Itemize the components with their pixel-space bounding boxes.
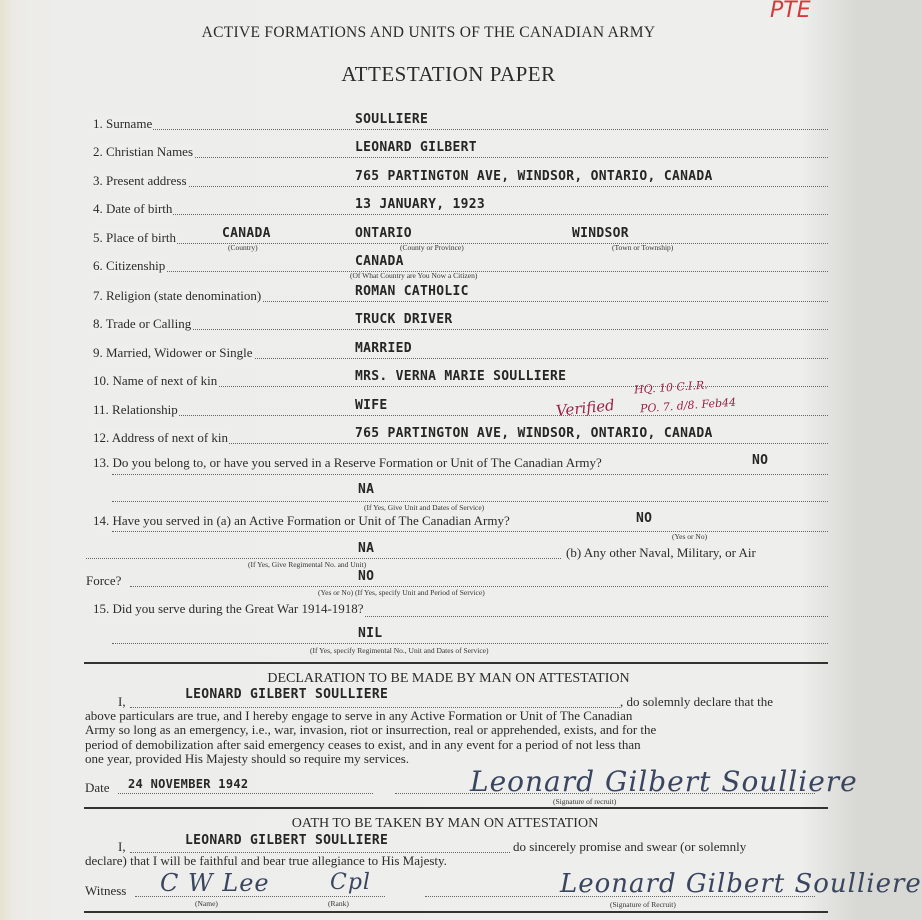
declaration-date: 24 NOVEMBER 1942 [128, 777, 249, 791]
field-label: 4. Date of birth [93, 201, 173, 216]
dotted-leader [112, 186, 828, 187]
declaration-title: DECLARATION TO BE MADE BY MAN ON ATTESTATION [267, 671, 630, 686]
field-label: 8. Trade or Calling [93, 316, 192, 331]
dotted-leader [112, 329, 828, 330]
caption: (Country) [228, 243, 258, 252]
birth-country: CANADA [222, 226, 271, 241]
q15-caption: (If Yes, specify Regimental No., Unit and Dates of Service) [310, 646, 489, 655]
q13-detail: NA [358, 482, 375, 497]
q14-label: 14. Have you served in (a) an Active Formation or Unit of The Canadian Army? [93, 513, 510, 528]
q13-answer: NO [752, 453, 769, 468]
dotted-leader [112, 129, 828, 130]
declaration-line3: Army so long as an emergency, i.e., war, invasion, riot or insurrection, real or apprehended, exists, and for the [85, 722, 657, 737]
q14-force-answer: NO [358, 569, 375, 584]
oath-name: LEONARD GILBERT SOULLIERE [185, 833, 389, 848]
field-value: ROMAN CATHOLIC [355, 284, 469, 299]
field-label: 6. Citizenship [93, 258, 166, 273]
dotted-leader [112, 386, 828, 387]
field-value: WIFE [355, 398, 388, 413]
declaration-name: LEONARD GILBERT SOULLIERE [185, 687, 389, 702]
dotted-leader [112, 214, 828, 215]
signature-caption: (Signature of recruit) [553, 797, 617, 806]
rank-caption: (Rank) [328, 899, 349, 908]
q15-label: 15. Did you serve during the Great War 1914-1918? [93, 601, 364, 616]
oath-signature-caption: (Signature of Recruit) [610, 900, 676, 909]
form-title: ATTESTATION PAPER [341, 62, 556, 86]
field-value: LEONARD GILBERT [355, 140, 477, 155]
field-label: 9. Married, Widower or Single [93, 345, 253, 360]
oath-i: I, [118, 839, 126, 854]
q15-answer: NIL [358, 626, 383, 641]
birth-province: ONTARIO [355, 226, 412, 241]
dotted-leader [112, 243, 828, 244]
field-label: 10. Name of next of kin [93, 373, 218, 388]
q13-label: 13. Do you belong to, or have you served in a Reserve Formation or Unit of The Canadian Army? [93, 455, 602, 470]
field-label: 5. Place of birth [93, 230, 177, 245]
name-caption: (Name) [195, 899, 218, 908]
declaration-line4: period of demobilization after said emergency ceases to exist, and in any event for a period of not less than [85, 737, 641, 752]
oath-line1: do sincerely promise and swear (or solemnly [513, 839, 747, 854]
witness-rank: Cpl [330, 870, 371, 895]
verification-date: PO. 7. d/8. Feb44 [639, 395, 737, 416]
witness-label: Witness [85, 883, 127, 898]
dotted-leader [112, 157, 828, 158]
q14-force-label: Force? [86, 573, 122, 588]
oath-signature: Leonard Gilbert Soulliere [560, 869, 922, 899]
verification-hq: HQ. 10 C.I.R. [633, 378, 709, 397]
caption: (Town or Township) [612, 243, 674, 252]
birth-town: WINDSOR [572, 226, 629, 241]
q13-caption: (If Yes, Give Unit and Dates of Service) [364, 503, 485, 512]
declaration-line2: above particulars are true, and I hereby engage to serve in any Active Formation or Unit of The Canadian [85, 708, 633, 723]
witness-name: C W Lee [160, 869, 270, 897]
field-value: 765 PARTINGTON AVE, WINDSOR, ONTARIO, CANADA [355, 426, 713, 441]
field-value: MRS. VERNA MARIE SOULLIERE [355, 369, 567, 384]
q14-answer: NO [636, 511, 653, 526]
field-label: 3. Present address [93, 173, 187, 188]
field-value: TRUCK DRIVER [355, 312, 453, 327]
caption: (Of What Country are You Now a Citizen) [350, 271, 478, 280]
q14-force-caption: (Yes or No) (If Yes, specify Unit and Period of Service) [318, 588, 485, 597]
q14-detail: NA [358, 541, 375, 556]
field-label: 11. Relationship [93, 402, 178, 417]
recruit-signature: Leonard Gilbert Soulliere [470, 765, 858, 798]
divider [84, 911, 828, 913]
field-label: 2. Christian Names [93, 144, 194, 159]
q14-answer-caption: (Yes or No) [672, 532, 708, 541]
divider [84, 662, 828, 664]
field-value: 13 JANUARY, 1923 [355, 197, 486, 212]
dotted-leader [112, 415, 828, 416]
declaration-i: I, [118, 694, 126, 709]
date-label: Date [85, 780, 110, 795]
form-subtitle: ACTIVE FORMATIONS AND UNITS OF THE CANADIAN ARMY [201, 24, 656, 41]
q14b-label: (b) Any other Naval, Military, or Air [566, 545, 756, 560]
field-value: 765 PARTINGTON AVE, WINDSOR, ONTARIO, CANADA [355, 169, 713, 184]
field-label: 12. Address of next of kin [93, 430, 229, 445]
divider [84, 807, 828, 809]
oath-title: OATH TO BE TAKEN BY MAN ON ATTESTATION [291, 816, 599, 831]
field-value: SOULLIERE [355, 112, 429, 127]
q14-detail-caption: (If Yes, Give Regimental No. and Unit) [248, 560, 367, 569]
verification-note: Verified [555, 395, 616, 421]
field-label: 1. Surname [93, 116, 153, 131]
declaration-line5: one year, provided His Majesty should so require my services. [85, 751, 410, 766]
pte-annotation: PTE [770, 0, 811, 23]
caption: (County or Province) [400, 243, 464, 252]
field-label: 7. Religion (state denomination) [93, 288, 262, 303]
field-value: MARRIED [355, 341, 412, 356]
field-value: CANADA [355, 254, 404, 269]
declaration-line1: , do solemnly declare that the [620, 694, 774, 709]
oath-line2: declare) that I will be faithful and bear true allegiance to His Majesty. [85, 853, 447, 868]
